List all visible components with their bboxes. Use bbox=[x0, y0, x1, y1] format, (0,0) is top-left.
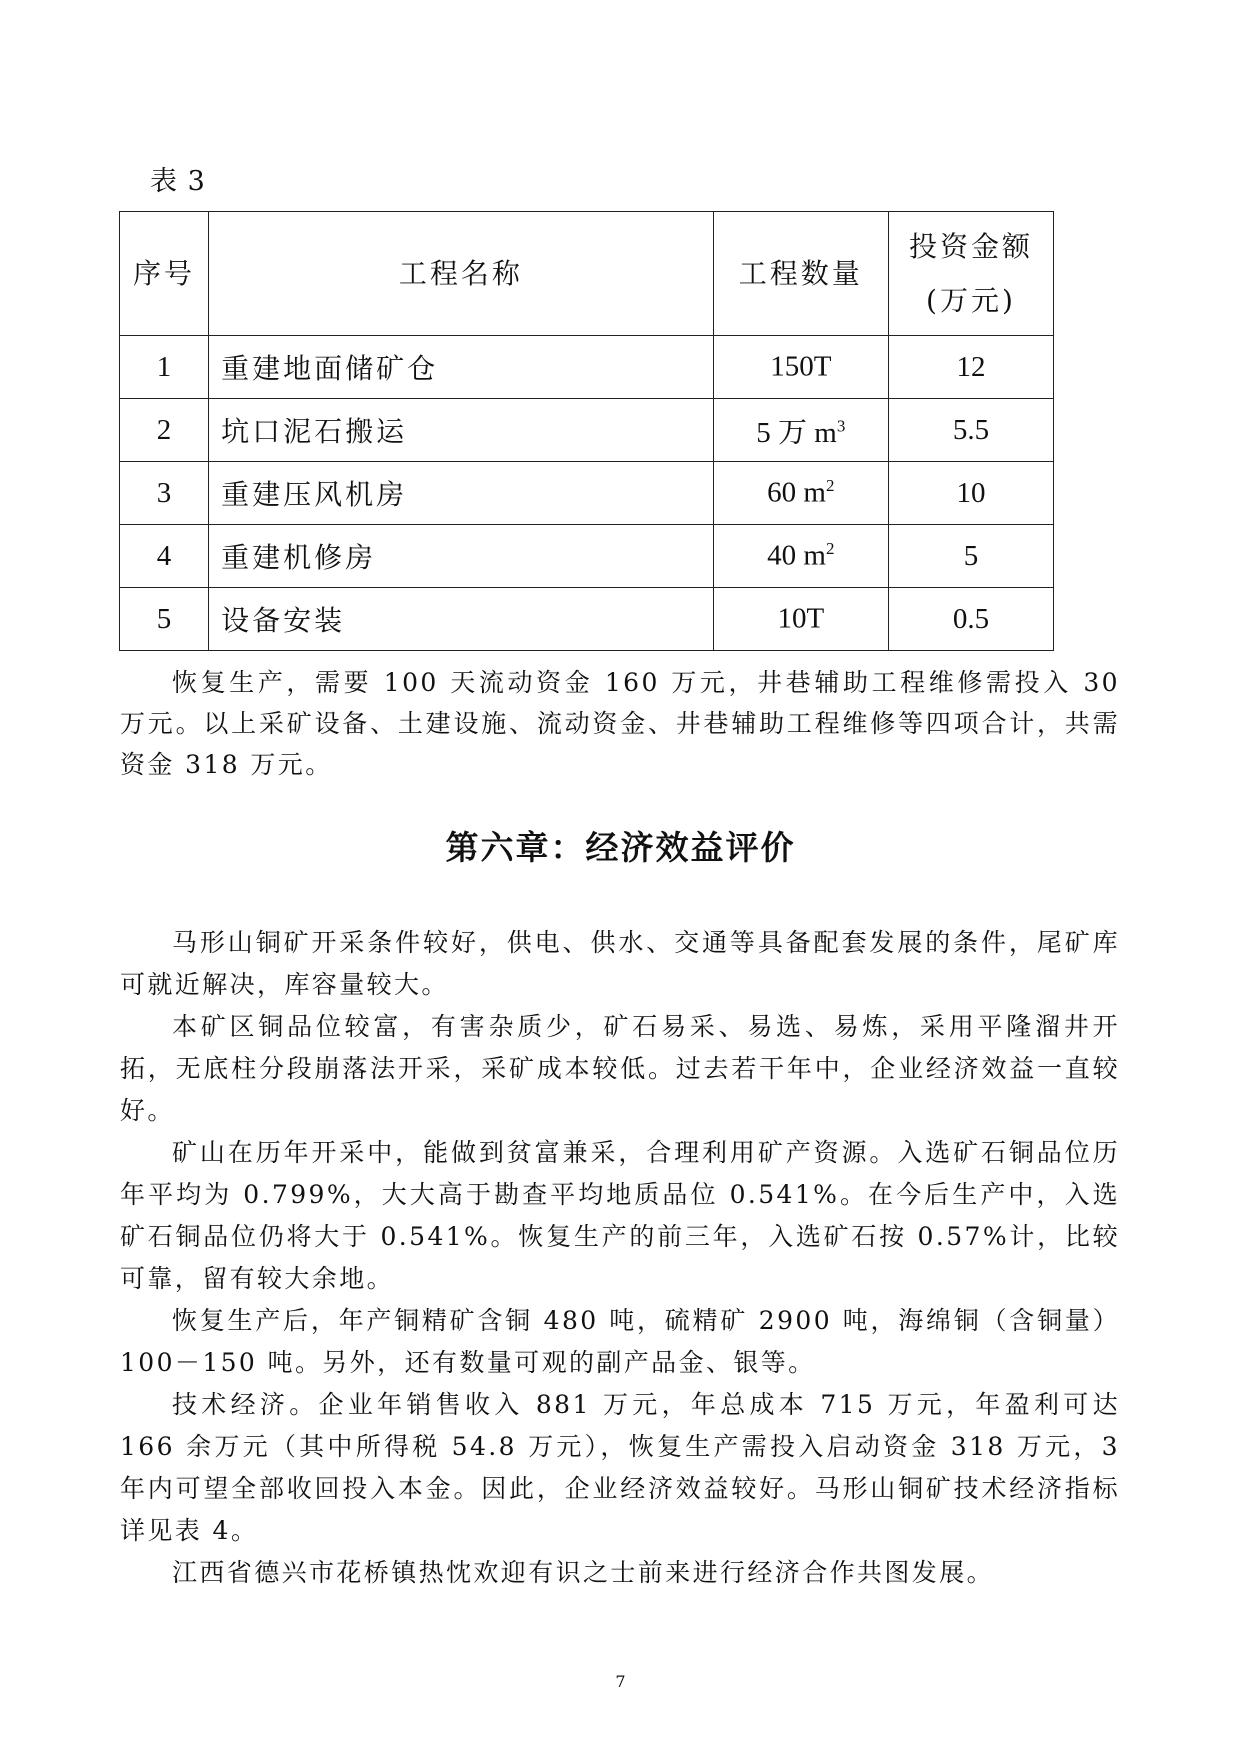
table-row bbox=[120, 399, 1054, 462]
paragraph: 恢复生产，需要 100 天流动资金 160 万元，井巷辅助工程维修需投入 30 万元。以上采矿设备、土建设施、流动资金、井巷辅助工程维修等四项合计，共需资金 318 万元。 bbox=[120, 668, 1120, 779]
qty-value: 60 m bbox=[767, 476, 826, 509]
body-text bbox=[120, 922, 1120, 1594]
paragraph: 江西省德兴市花桥镇热忱欢迎有识之士前来进行经济合作共图发展。 bbox=[172, 1558, 995, 1587]
cell-qty bbox=[713, 399, 888, 462]
qty-superscript: 2 bbox=[825, 539, 835, 559]
cell-no: 3 bbox=[120, 462, 209, 525]
qty-superscript: 3 bbox=[836, 415, 846, 435]
qty-superscript: 2 bbox=[825, 476, 835, 496]
cell-invest: 12 bbox=[888, 336, 1053, 399]
cell-name: 重建压风机房 bbox=[209, 462, 714, 525]
cell-invest: 10 bbox=[888, 462, 1053, 525]
table-header-row bbox=[120, 212, 1054, 336]
table-row bbox=[120, 588, 1054, 651]
cell-qty bbox=[713, 336, 888, 399]
header-no: 序号 bbox=[120, 212, 209, 336]
paragraph: 本矿区铜品位较富，有害杂质少，矿石易采、易选、易炼，采用平隆溜井开拓，无底柱分段崩落法开采，采矿成本较低。过去若干年中，企业经济效益一直较好。 bbox=[120, 1012, 1120, 1125]
page-number: 7 bbox=[615, 1672, 626, 1691]
cell-qty bbox=[713, 588, 888, 651]
cell-qty bbox=[713, 525, 888, 588]
table-caption: 表 3 bbox=[150, 166, 206, 197]
table-row bbox=[120, 525, 1054, 588]
paragraph: 恢复生产后，年产铜精矿含铜 480 吨，硫精矿 2900 吨，海绵铜（含铜量）100－150 吨。另外，还有数量可观的副产品金、银等。 bbox=[120, 1306, 1120, 1377]
cell-invest: 0.5 bbox=[888, 588, 1053, 651]
cell-no: 2 bbox=[120, 399, 209, 462]
qty-value: 40 m bbox=[767, 539, 826, 572]
cell-no: 5 bbox=[120, 588, 209, 651]
table-row bbox=[120, 462, 1054, 525]
cell-qty bbox=[713, 462, 888, 525]
header-invest-line2: (万元) bbox=[926, 283, 1016, 317]
cell-name: 重建地面储矿仓 bbox=[209, 336, 714, 399]
paragraph: 矿山在历年开采中，能做到贫富兼采，合理利用矿产资源。入选矿石铜品位历年平均为 0.799%，大大高于勘查平均地质品位 0.541%。在今后生产中，入选矿石铜品位仍将大于 0.541%。恢复生产的前三年，入选矿石按 0.57%计，比较可靠，留有较大余地。 bbox=[120, 1138, 1120, 1293]
header-name: 工程名称 bbox=[209, 212, 714, 336]
qty-value: 5 万 m bbox=[756, 416, 837, 449]
paragraph: 马形山铜矿开采条件较好，供电、供水、交通等具备配套发展的条件，尾矿库可就近解决，库容量较大。 bbox=[120, 928, 1120, 999]
paragraph: 技术经济。企业年销售收入 881 万元，年总成本 715 万元，年盈利可达 166 余万元（其中所得税 54.8 万元），恢复生产需投入启动资金 318 万元，3 年内可望全部收回投入本金。因此，企业经济效益较好。马形山铜矿技术经济指标详见表 4。 bbox=[120, 1390, 1120, 1545]
header-qty: 工程数量 bbox=[713, 212, 888, 336]
cell-name: 重建机修房 bbox=[209, 525, 714, 588]
cell-no: 4 bbox=[120, 525, 209, 588]
qty-value: 10T bbox=[777, 602, 825, 635]
chapter-heading: 第六章：经济效益评价 bbox=[445, 828, 796, 867]
cell-invest: 5.5 bbox=[888, 399, 1053, 462]
qty-value: 150T bbox=[770, 350, 832, 383]
cell-invest: 5 bbox=[888, 525, 1053, 588]
funding-summary bbox=[120, 662, 1120, 785]
header-invest bbox=[888, 212, 1053, 336]
header-invest-line1: 投资金额 bbox=[908, 229, 1033, 263]
cell-no: 1 bbox=[120, 336, 209, 399]
investment-table bbox=[119, 211, 1054, 651]
cell-name: 设备安装 bbox=[209, 588, 714, 651]
cell-name: 坑口泥石搬运 bbox=[209, 399, 714, 462]
table-row bbox=[120, 336, 1054, 399]
